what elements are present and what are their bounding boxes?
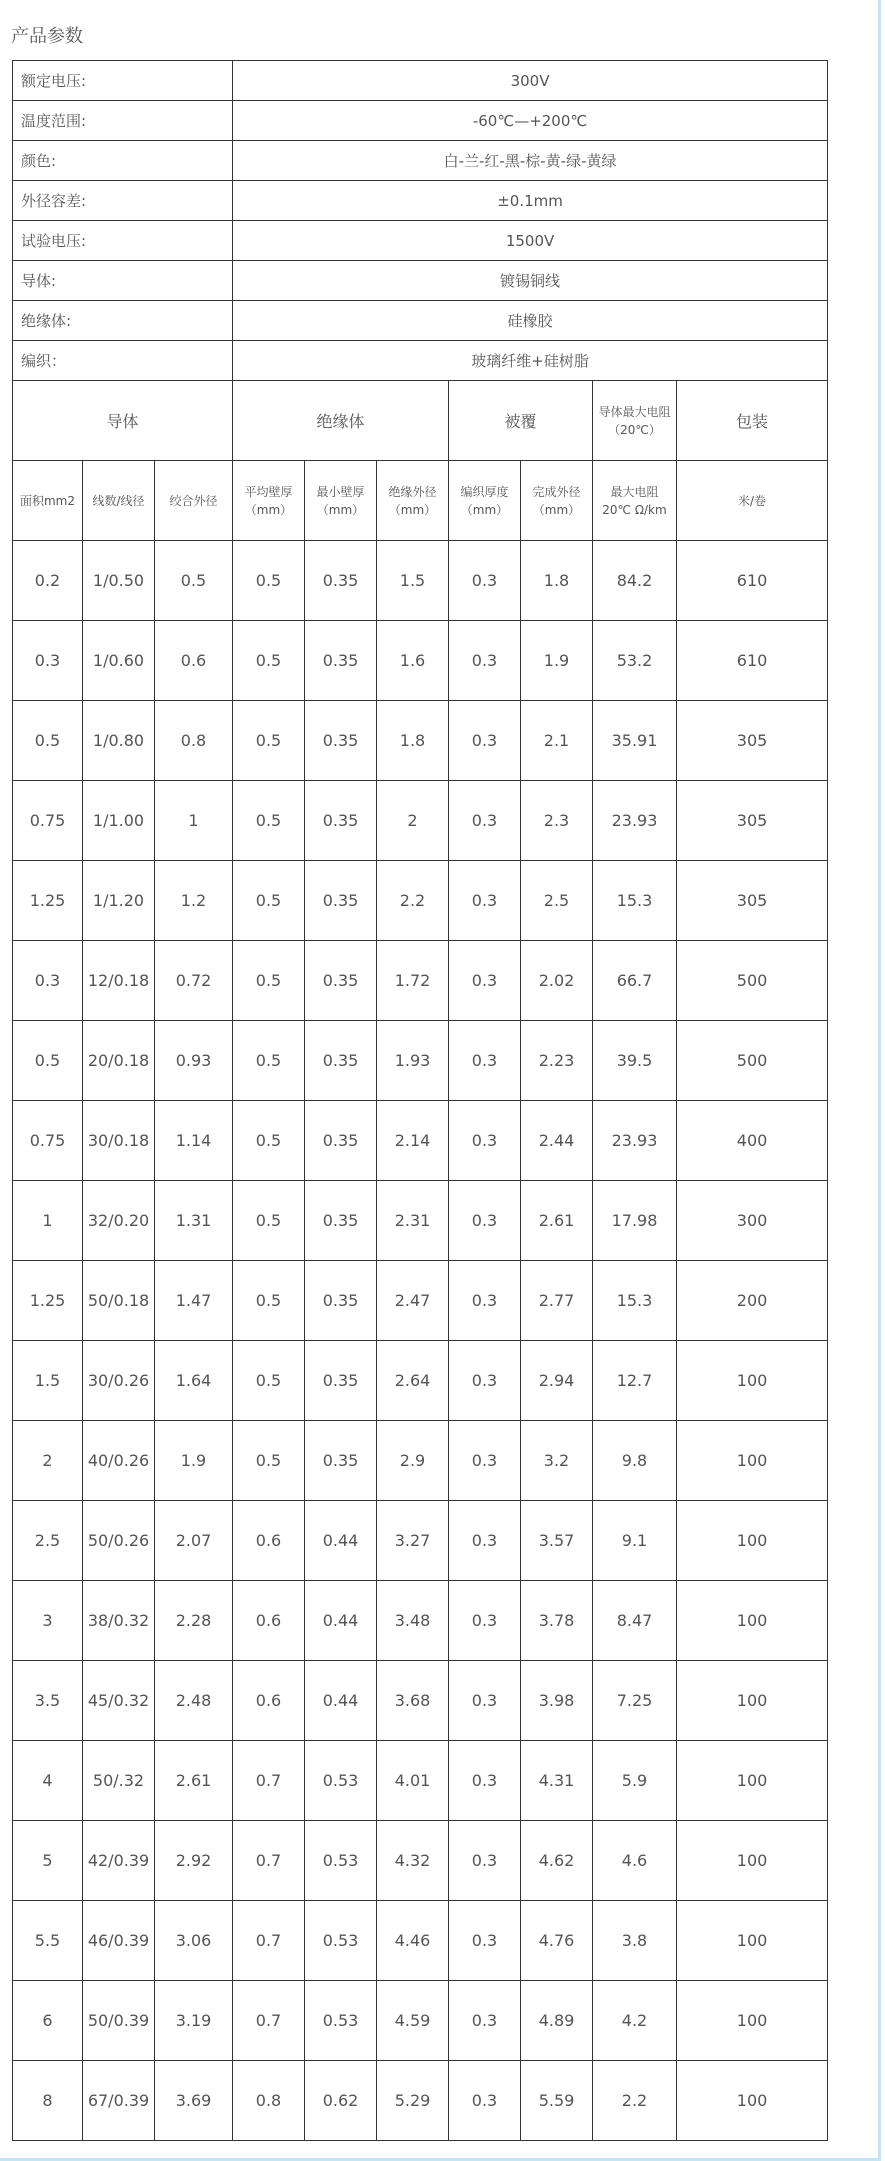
table-cell: 1.72 — [377, 941, 449, 1021]
table-cell: 0.35 — [305, 1101, 377, 1181]
table-row — [13, 2061, 828, 2141]
sub-header-line1: 平均壁厚 — [244, 484, 293, 499]
table-cell: 500 — [677, 1021, 828, 1101]
group-header-row — [13, 381, 828, 461]
table-cell: 0.7 — [233, 1981, 305, 2061]
param-value: 镀锡铜线 — [233, 261, 828, 301]
table-cell: 0.53 — [305, 1981, 377, 2061]
param-label: 额定电压: — [13, 61, 233, 101]
table-cell: 50/0.39 — [83, 1981, 155, 2061]
table-cell: 5.59 — [521, 2061, 593, 2141]
table-cell: 2.9 — [377, 1421, 449, 1501]
table-cell: 0.3 — [449, 1821, 521, 1901]
table-cell: 100 — [677, 1501, 828, 1581]
table-cell: 0.5 — [233, 1421, 305, 1501]
table-cell: 1.31 — [155, 1181, 233, 1261]
table-cell: 3.57 — [521, 1501, 593, 1581]
table-cell: 305 — [677, 861, 828, 941]
param-row — [13, 101, 828, 141]
table-cell: 3.8 — [593, 1901, 677, 1981]
sub-header-cell — [377, 461, 449, 541]
sub-header-row — [13, 461, 828, 541]
param-value: 白-兰-红-黑-棕-黄-绿-黄绿 — [233, 141, 828, 181]
table-cell: 66.7 — [593, 941, 677, 1021]
table-cell: 100 — [677, 1421, 828, 1501]
table-row — [13, 1821, 828, 1901]
table-cell: 2 — [13, 1421, 83, 1501]
table-cell: 200 — [677, 1261, 828, 1341]
table-cell: 50/0.18 — [83, 1261, 155, 1341]
table-cell: 50/.32 — [83, 1741, 155, 1821]
table-cell: 0.35 — [305, 621, 377, 701]
table-cell: 9.8 — [593, 1421, 677, 1501]
param-label: 颜色: — [13, 141, 233, 181]
table-cell: 3.78 — [521, 1581, 593, 1661]
param-value: 300V — [233, 61, 828, 101]
table-cell: 100 — [677, 1821, 828, 1901]
max-resistance-line1: 导体最大电阻 — [598, 404, 671, 419]
table-cell: 0.3 — [449, 2061, 521, 2141]
table-cell: 50/0.26 — [83, 1501, 155, 1581]
table-cell: 1 — [13, 1181, 83, 1261]
table-cell: 0.8 — [155, 701, 233, 781]
table-cell: 0.75 — [13, 1101, 83, 1181]
sub-header-line2: （mm） — [388, 502, 437, 517]
table-cell: 0.44 — [305, 1581, 377, 1661]
table-cell: 4.59 — [377, 1981, 449, 2061]
table-cell: 300 — [677, 1181, 828, 1261]
sub-header-line1: 最大电阻 — [610, 484, 659, 499]
table-cell: 42/0.39 — [83, 1821, 155, 1901]
param-value: ±0.1mm — [233, 181, 828, 221]
table-cell: 0.3 — [449, 701, 521, 781]
param-row — [13, 221, 828, 261]
sub-header-cell — [13, 461, 83, 541]
table-row — [13, 1421, 828, 1501]
table-cell: 3.48 — [377, 1581, 449, 1661]
table-cell: 5.5 — [13, 1901, 83, 1981]
table-cell: 0.35 — [305, 541, 377, 621]
table-cell: 2.2 — [377, 861, 449, 941]
table-cell: 100 — [677, 1581, 828, 1661]
table-row — [13, 1501, 828, 1581]
table-cell: 0.3 — [449, 1581, 521, 1661]
param-value: 硅橡胶 — [233, 301, 828, 341]
table-cell: 12.7 — [593, 1341, 677, 1421]
sub-header-line1: 线数/线径 — [92, 493, 145, 508]
table-cell: 2.5 — [521, 861, 593, 941]
table-cell: 0.2 — [13, 541, 83, 621]
table-row — [13, 1261, 828, 1341]
table-cell: 0.6 — [233, 1661, 305, 1741]
table-cell: 2.14 — [377, 1101, 449, 1181]
table-cell: 0.5 — [233, 701, 305, 781]
sub-header-line1: 编织厚度 — [460, 484, 509, 499]
table-cell: 12/0.18 — [83, 941, 155, 1021]
table-cell: 0.35 — [305, 1181, 377, 1261]
table-cell: 305 — [677, 701, 828, 781]
table-cell: 20/0.18 — [83, 1021, 155, 1101]
table-cell: 15.3 — [593, 861, 677, 941]
table-cell: 4.31 — [521, 1741, 593, 1821]
table-cell: 0.53 — [305, 1821, 377, 1901]
table-cell: 8.47 — [593, 1581, 677, 1661]
table-cell: 9.1 — [593, 1501, 677, 1581]
table-cell: 3.2 — [521, 1421, 593, 1501]
table-cell: 6 — [13, 1981, 83, 2061]
sub-header-cell — [521, 461, 593, 541]
table-cell: 0.35 — [305, 861, 377, 941]
table-cell: 30/0.26 — [83, 1341, 155, 1421]
table-cell: 4.32 — [377, 1821, 449, 1901]
table-cell: 1/1.20 — [83, 861, 155, 941]
sub-header-line1: 面积mm2 — [19, 493, 75, 508]
table-cell: 0.3 — [449, 1661, 521, 1741]
table-cell: 1/0.80 — [83, 701, 155, 781]
table-row — [13, 1741, 828, 1821]
table-row — [13, 541, 828, 621]
table-row — [13, 621, 828, 701]
table-cell: 0.5 — [233, 1101, 305, 1181]
table-cell: 0.7 — [233, 1821, 305, 1901]
table-cell: 3.69 — [155, 2061, 233, 2141]
sub-header-line1: 完成外径 — [532, 484, 581, 499]
sub-header-cell — [155, 461, 233, 541]
table-cell: 2.44 — [521, 1101, 593, 1181]
table-cell: 35.91 — [593, 701, 677, 781]
group-header-insulation: 绝缘体 — [233, 381, 449, 461]
table-cell: 0.5 — [13, 1021, 83, 1101]
table-cell: 100 — [677, 1341, 828, 1421]
table-cell: 0.5 — [233, 861, 305, 941]
table-cell: 38/0.32 — [83, 1581, 155, 1661]
table-cell: 0.3 — [449, 1021, 521, 1101]
table-cell: 0.3 — [449, 1101, 521, 1181]
table-cell: 15.3 — [593, 1261, 677, 1341]
table-cell: 4.6 — [593, 1821, 677, 1901]
table-cell: 0.3 — [449, 1421, 521, 1501]
table-cell: 0.3 — [449, 1901, 521, 1981]
table-cell: 3.98 — [521, 1661, 593, 1741]
sub-header-cell — [305, 461, 377, 541]
table-cell: 0.7 — [233, 1741, 305, 1821]
table-row — [13, 781, 828, 861]
table-cell: 2.5 — [13, 1501, 83, 1581]
table-cell: 0.3 — [449, 1981, 521, 2061]
group-header-sheath: 被覆 — [449, 381, 593, 461]
table-cell: 1.47 — [155, 1261, 233, 1341]
table-cell: 0.3 — [449, 941, 521, 1021]
table-cell: 2.07 — [155, 1501, 233, 1581]
param-row — [13, 341, 828, 381]
table-cell: 0.35 — [305, 941, 377, 1021]
table-cell: 2.94 — [521, 1341, 593, 1421]
table-cell: 1.6 — [377, 621, 449, 701]
table-cell: 0.35 — [305, 1021, 377, 1101]
sub-header-line1: 最小壁厚 — [316, 484, 365, 499]
table-cell: 0.3 — [13, 941, 83, 1021]
table-cell: 100 — [677, 1901, 828, 1981]
table-cell: 1.5 — [13, 1341, 83, 1421]
table-cell: 53.2 — [593, 621, 677, 701]
table-cell: 17.98 — [593, 1181, 677, 1261]
table-cell: 46/0.39 — [83, 1901, 155, 1981]
group-header-packaging: 包装 — [677, 381, 828, 461]
table-cell: 67/0.39 — [83, 2061, 155, 2141]
table-cell: 1.64 — [155, 1341, 233, 1421]
table-cell: 0.72 — [155, 941, 233, 1021]
sub-header-cell — [593, 461, 677, 541]
table-cell: 2 — [377, 781, 449, 861]
param-row — [13, 61, 828, 101]
table-row — [13, 1661, 828, 1741]
table-cell: 2.77 — [521, 1261, 593, 1341]
table-cell: 0.5 — [233, 941, 305, 1021]
param-value: 1500V — [233, 221, 828, 261]
table-cell: 0.35 — [305, 701, 377, 781]
table-cell: 1 — [155, 781, 233, 861]
table-cell: 4.76 — [521, 1901, 593, 1981]
table-cell: 45/0.32 — [83, 1661, 155, 1741]
table-cell: 0.5 — [155, 541, 233, 621]
table-cell: 0.3 — [449, 1181, 521, 1261]
table-cell: 2.61 — [155, 1741, 233, 1821]
table-cell: 0.5 — [233, 1021, 305, 1101]
table-cell: 4.2 — [593, 1981, 677, 2061]
table-cell: 0.6 — [233, 1501, 305, 1581]
table-cell: 0.3 — [449, 541, 521, 621]
sub-header-cell — [449, 461, 521, 541]
table-cell: 0.3 — [449, 621, 521, 701]
param-row — [13, 261, 828, 301]
table-cell: 1.9 — [155, 1421, 233, 1501]
table-cell: 610 — [677, 621, 828, 701]
table-cell: 0.93 — [155, 1021, 233, 1101]
table-cell: 0.62 — [305, 2061, 377, 2141]
table-cell: 2.92 — [155, 1821, 233, 1901]
param-row — [13, 141, 828, 181]
group-header-max-resistance — [593, 381, 677, 461]
table-cell: 0.3 — [449, 781, 521, 861]
param-value: -60℃—+200℃ — [233, 101, 828, 141]
table-cell: 0.5 — [233, 1261, 305, 1341]
dimension-header — [13, 381, 828, 541]
table-cell: 0.5 — [13, 701, 83, 781]
sub-header-line1: 绞合外径 — [169, 493, 218, 508]
table-cell: 2.28 — [155, 1581, 233, 1661]
table-cell: 0.35 — [305, 781, 377, 861]
table-cell: 100 — [677, 2061, 828, 2141]
sub-header-cell — [233, 461, 305, 541]
table-row — [13, 861, 828, 941]
param-label: 外径容差: — [13, 181, 233, 221]
max-resistance-line2: （20℃） — [608, 422, 661, 437]
table-cell: 0.3 — [13, 621, 83, 701]
table-cell: 0.5 — [233, 1181, 305, 1261]
table-cell: 4.01 — [377, 1741, 449, 1821]
sub-header-line1: 米/卷 — [738, 493, 767, 508]
table-row — [13, 1901, 828, 1981]
table-cell: 0.3 — [449, 1501, 521, 1581]
table-cell: 2.61 — [521, 1181, 593, 1261]
table-cell: 0.3 — [449, 1341, 521, 1421]
table-cell: 1.9 — [521, 621, 593, 701]
table-cell: 0.8 — [233, 2061, 305, 2141]
table-cell: 0.75 — [13, 781, 83, 861]
table-cell: 32/0.20 — [83, 1181, 155, 1261]
table-row — [13, 1181, 828, 1261]
param-label: 温度范围: — [13, 101, 233, 141]
table-cell: 2.02 — [521, 941, 593, 1021]
table-cell: 0.53 — [305, 1901, 377, 1981]
param-row — [13, 181, 828, 221]
table-cell: 3.5 — [13, 1661, 83, 1741]
table-cell: 0.3 — [449, 1741, 521, 1821]
table-cell: 5 — [13, 1821, 83, 1901]
table-cell: 1.8 — [377, 701, 449, 781]
table-cell: 23.93 — [593, 1101, 677, 1181]
table-cell: 100 — [677, 1981, 828, 2061]
table-cell: 3.68 — [377, 1661, 449, 1741]
table-cell: 3 — [13, 1581, 83, 1661]
table-cell: 7.25 — [593, 1661, 677, 1741]
table-cell: 1.25 — [13, 861, 83, 941]
table-row — [13, 1341, 828, 1421]
table-cell: 0.35 — [305, 1421, 377, 1501]
table-cell: 3.19 — [155, 1981, 233, 2061]
table-cell: 0.44 — [305, 1661, 377, 1741]
product-spec-table — [12, 60, 828, 2141]
table-cell: 2.47 — [377, 1261, 449, 1341]
sub-header-line2: （mm） — [316, 502, 365, 517]
table-cell: 305 — [677, 781, 828, 861]
dimension-data — [13, 541, 828, 2141]
table-cell: 610 — [677, 541, 828, 621]
table-cell: 1/0.50 — [83, 541, 155, 621]
table-cell: 1.93 — [377, 1021, 449, 1101]
section-title: 产品参数 — [11, 26, 83, 47]
table-row — [13, 1581, 828, 1661]
param-row — [13, 301, 828, 341]
table-cell: 2.23 — [521, 1021, 593, 1101]
table-cell: 4.62 — [521, 1821, 593, 1901]
table-cell: 4.89 — [521, 1981, 593, 2061]
table-cell: 0.53 — [305, 1741, 377, 1821]
table-cell: 400 — [677, 1101, 828, 1181]
table-cell: 1/1.00 — [83, 781, 155, 861]
table-cell: 30/0.18 — [83, 1101, 155, 1181]
table-cell: 0.3 — [449, 1261, 521, 1341]
table-cell: 0.7 — [233, 1901, 305, 1981]
table-cell: 2.3 — [521, 781, 593, 861]
table-row — [13, 1021, 828, 1101]
table-cell: 1.2 — [155, 861, 233, 941]
table-cell: 5.9 — [593, 1741, 677, 1821]
param-value: 玻璃纤维+硅树脂 — [233, 341, 828, 381]
sub-header-line2: （mm） — [532, 502, 581, 517]
table-cell: 2.64 — [377, 1341, 449, 1421]
sub-header-line2: （mm） — [244, 502, 293, 517]
table-cell: 0.5 — [233, 1341, 305, 1421]
table-cell: 0.35 — [305, 1341, 377, 1421]
table-cell: 0.35 — [305, 1261, 377, 1341]
param-label: 绝缘体: — [13, 301, 233, 341]
param-label: 试验电压: — [13, 221, 233, 261]
table-cell: 2.1 — [521, 701, 593, 781]
table-cell: 3.06 — [155, 1901, 233, 1981]
table-row — [13, 941, 828, 1021]
table-cell: 2.31 — [377, 1181, 449, 1261]
table-cell: 0.5 — [233, 541, 305, 621]
table-cell: 0.5 — [233, 621, 305, 701]
table-row — [13, 1981, 828, 2061]
table-cell: 2.48 — [155, 1661, 233, 1741]
table-cell: 1/0.60 — [83, 621, 155, 701]
sub-header-line1: 绝缘外径 — [388, 484, 437, 499]
table-cell: 2.2 — [593, 2061, 677, 2141]
table-cell: 100 — [677, 1741, 828, 1821]
param-label: 导体: — [13, 261, 233, 301]
sub-header-cell — [677, 461, 828, 541]
table-cell: 40/0.26 — [83, 1421, 155, 1501]
sub-header-line2: （mm） — [460, 502, 509, 517]
table-cell: 23.93 — [593, 781, 677, 861]
table-cell: 0.6 — [155, 621, 233, 701]
table-cell: 4.46 — [377, 1901, 449, 1981]
sub-header-cell — [83, 461, 155, 541]
table-cell: 3.27 — [377, 1501, 449, 1581]
table-cell: 1.25 — [13, 1261, 83, 1341]
table-cell: 8 — [13, 2061, 83, 2141]
table-cell: 0.6 — [233, 1581, 305, 1661]
table-cell: 0.5 — [233, 781, 305, 861]
table-cell: 4 — [13, 1741, 83, 1821]
table-cell: 0.3 — [449, 861, 521, 941]
table-cell: 500 — [677, 941, 828, 1021]
sub-header-line2: 20℃ Ω/km — [602, 502, 667, 517]
group-header-conductor: 导体 — [13, 381, 233, 461]
table-cell: 0.44 — [305, 1501, 377, 1581]
table-cell: 39.5 — [593, 1021, 677, 1101]
table-row — [13, 1101, 828, 1181]
table-cell: 100 — [677, 1661, 828, 1741]
table-cell: 1.5 — [377, 541, 449, 621]
params-section — [13, 61, 828, 381]
table-cell: 1.14 — [155, 1101, 233, 1181]
table-cell: 5.29 — [377, 2061, 449, 2141]
table-cell: 1.8 — [521, 541, 593, 621]
table-cell: 84.2 — [593, 541, 677, 621]
table-row — [13, 701, 828, 781]
param-label: 编织： — [13, 341, 233, 381]
